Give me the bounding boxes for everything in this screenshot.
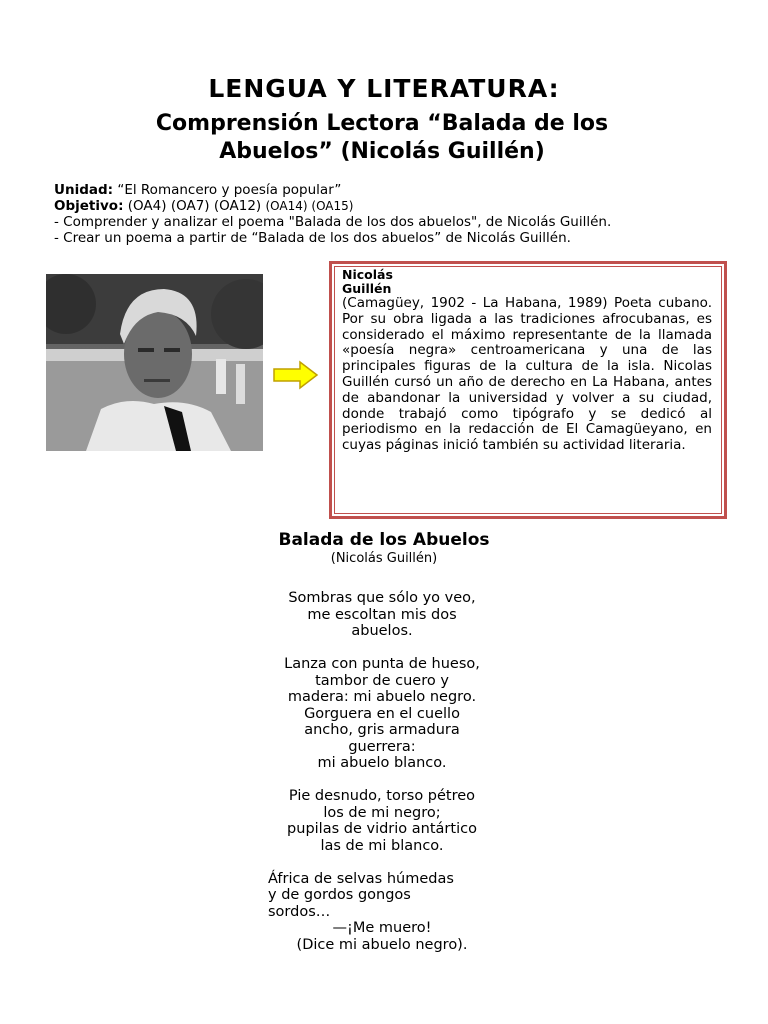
poem-line: Pie desnudo, torso pétreo <box>288 788 476 804</box>
page-title: LENGUA Y LITERATURA: <box>208 74 560 103</box>
poem-line: (Dice mi abuelo negro). <box>296 936 468 953</box>
objective-line-2: - Crear un poema a partir de “Balada de los dos abuelos” de Nicolás Guillén. <box>54 230 571 246</box>
poem-line: abuelos. <box>351 623 413 639</box>
objetivo-line <box>54 198 744 214</box>
stanza-4 <box>232 871 532 954</box>
unidad-label: Unidad: <box>54 182 114 198</box>
stanza-3 <box>232 788 532 854</box>
right-arrow-icon <box>272 360 320 394</box>
poem-line: me escoltan mis dos <box>307 606 457 623</box>
page-subtitle: Comprensión Lectora “Balada de los Abuelos” (Nicolás Guillén) <box>155 111 609 164</box>
objetivo-label: Objetivo: <box>54 198 124 214</box>
poem-line: Lanza con punta de hueso, <box>284 656 480 672</box>
poem-line: África de selvas húmedas <box>268 870 454 887</box>
poem-line: tambor de cuero y <box>315 672 449 689</box>
poem-author: (Nicolás Guillén) <box>330 551 438 566</box>
stanza-2 <box>232 656 532 772</box>
biography-name: Nicolás Guillén <box>342 267 393 296</box>
objetivo-value: (OA4) (OA7) (OA12) <box>127 198 262 214</box>
poem-line: los de mi negro; <box>323 804 441 821</box>
objetivo-value-small: (OA14) (OA15) <box>265 199 354 213</box>
poem-line: Gorguera en el cuello <box>304 705 460 722</box>
poem-line: mi abuelo blanco. <box>317 755 447 771</box>
poem-line: pupilas de vidrio antártico <box>287 821 477 837</box>
poem-line: —¡Me muero! <box>332 920 432 936</box>
stanza-1 <box>232 590 532 640</box>
poem-body <box>232 590 532 970</box>
portrait-photo <box>46 274 263 451</box>
unidad-line <box>54 182 744 198</box>
poem-line: ancho, gris armadura <box>304 722 460 738</box>
poem-line: sordos… <box>268 903 331 920</box>
poem-line: guerrera: <box>348 738 416 755</box>
poem-line: madera: mi abuelo negro. <box>287 689 477 705</box>
unidad-value: “El Romancero y poesía popular” <box>117 182 342 198</box>
poem-line: y de gordos gongos <box>268 887 411 903</box>
poem-title: Balada de los Abuelos <box>278 530 490 550</box>
objectives-block <box>54 182 744 246</box>
poem-line: Sombras que sólo yo veo, <box>288 590 476 606</box>
objective-line-1: - Comprender y analizar el poema "Balada de los dos abuelos", de Nicolás Guillén. <box>54 214 612 230</box>
poem-line: las de mi blanco. <box>320 837 444 854</box>
biography-text: (Camagüey, 1902 - La Habana, 1989) Poeta cubano. Por su obra ligada a las tradiciones afrocubanas, es considerado el máximo representante de la llamada «poesía negra» centroamericana y una de las principales figuras de la cultura de la isla. Nicolas Guillén cursó un año de derecho en La Habana, antes de abandonar la universidad y volver a su ciudad, donde trabajó como tipógrafo y se dedicó al periodismo en la redacción de El Camagüeyano, en cuyas páginas inició también su actividad literaria. <box>342 295 712 454</box>
